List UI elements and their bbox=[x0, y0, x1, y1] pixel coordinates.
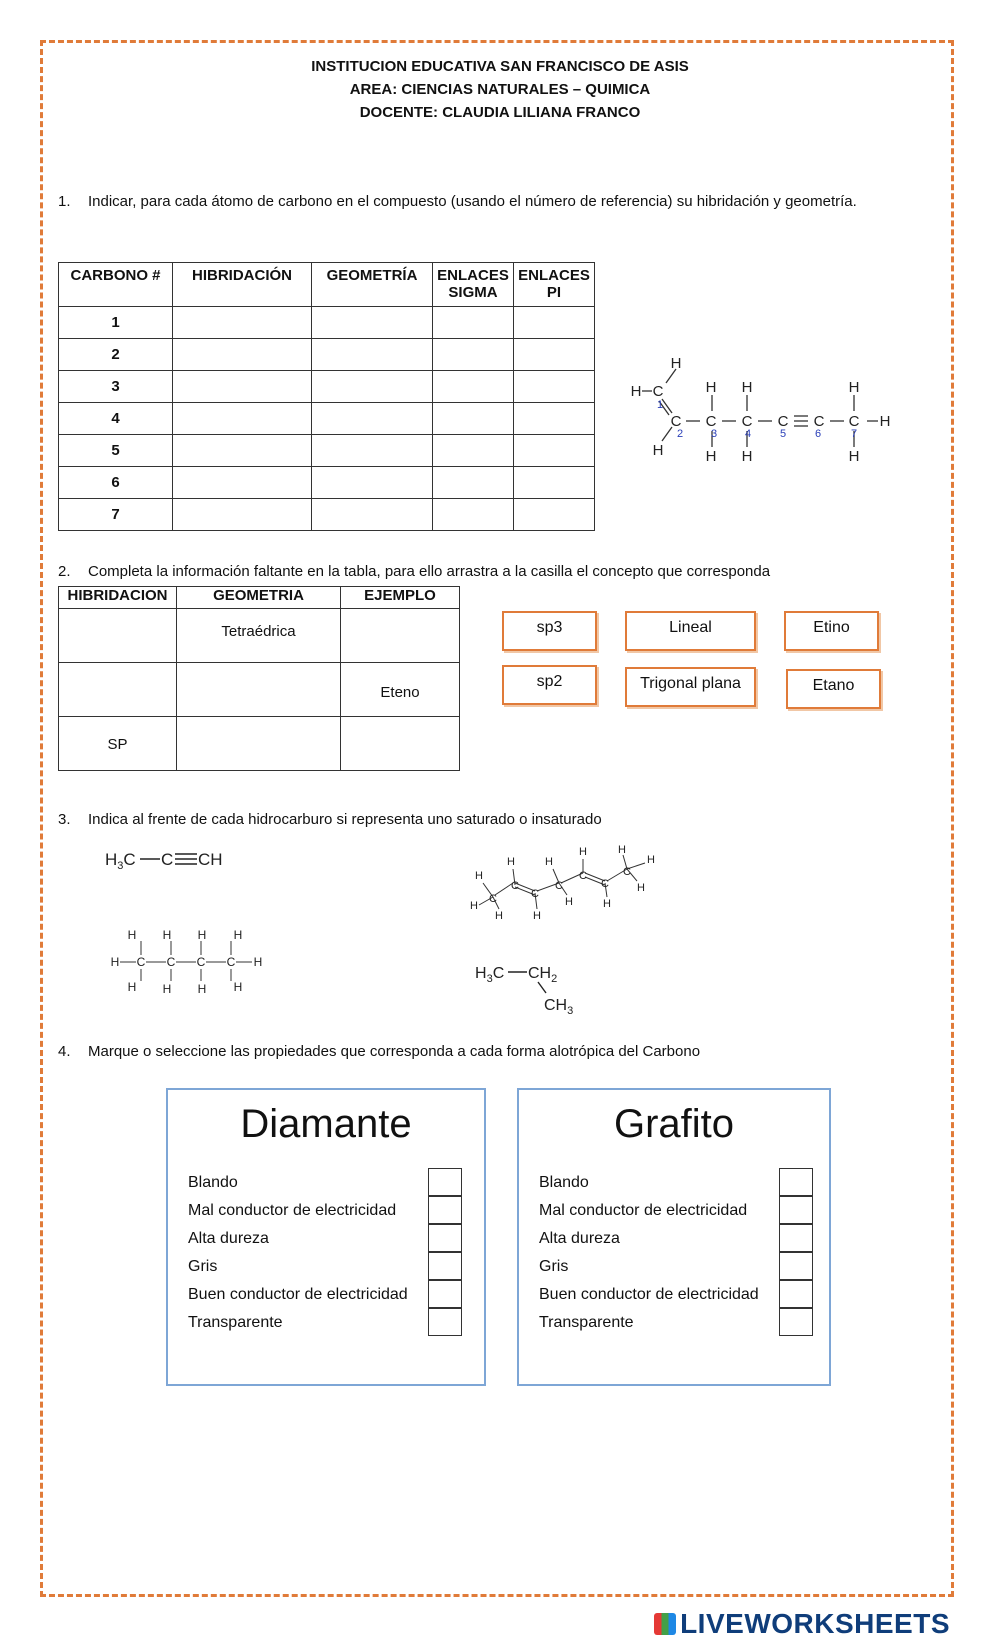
property-checkbox[interactable] bbox=[428, 1168, 462, 1196]
drag-chip-etino[interactable]: Etino bbox=[784, 611, 879, 651]
atom-label: H bbox=[647, 854, 655, 866]
carbon-table-header: GEOMETRÍA bbox=[312, 263, 433, 307]
carbon-number: 7 bbox=[59, 499, 173, 531]
subject-area: AREA: CIENCIAS NATURALES – QUIMICA bbox=[349, 81, 651, 98]
drag-chip-etano[interactable]: Etano bbox=[786, 669, 881, 709]
property-checkbox[interactable] bbox=[428, 1224, 462, 1252]
answer-cell[interactable] bbox=[173, 307, 312, 339]
drag-chip-sp2[interactable]: sp2 bbox=[502, 665, 597, 705]
atom-label: H bbox=[162, 982, 172, 995]
hexenyne-structure bbox=[630, 355, 920, 475]
atom-label: C bbox=[777, 413, 789, 430]
question-3 bbox=[58, 811, 602, 828]
propane-structure bbox=[472, 960, 612, 1022]
atom-label: C bbox=[579, 870, 587, 882]
atom-label: C bbox=[848, 413, 860, 430]
atom-label: H bbox=[579, 846, 587, 858]
propyne-structure bbox=[100, 845, 240, 875]
atom-label: H bbox=[197, 982, 207, 995]
answer-cell[interactable] bbox=[514, 307, 595, 339]
drop-cell[interactable] bbox=[59, 609, 177, 663]
hybridization-cell: SP bbox=[59, 717, 177, 771]
atom-label: C bbox=[555, 880, 563, 892]
carbon-ref-number: 6 bbox=[814, 428, 822, 440]
carbon-ref-number: 5 bbox=[779, 428, 787, 440]
answer-cell[interactable] bbox=[433, 403, 514, 435]
answer-cell[interactable] bbox=[514, 435, 595, 467]
card-title: Diamante bbox=[240, 1102, 412, 1146]
question-3-text: Indica al frente de cada hidrocarburo si representa uno saturado o insaturado bbox=[88, 811, 602, 828]
property-checkbox[interactable] bbox=[779, 1308, 813, 1336]
atom-label: C bbox=[136, 955, 146, 969]
answer-cell[interactable] bbox=[433, 467, 514, 499]
atom-label: H bbox=[879, 413, 891, 430]
atom-label: H bbox=[233, 980, 243, 994]
atom-label: C bbox=[741, 413, 753, 430]
atom-label: H bbox=[603, 898, 611, 910]
atom-label: H bbox=[110, 955, 120, 969]
carbon-number: 2 bbox=[59, 339, 173, 371]
question-1-number: 1. bbox=[58, 193, 71, 210]
logo-icon bbox=[654, 1613, 676, 1635]
property-checkbox[interactable] bbox=[428, 1196, 462, 1224]
answer-cell[interactable] bbox=[433, 435, 514, 467]
property-label: Blando bbox=[188, 1174, 238, 1191]
carbon-table-header: ENLACES PI bbox=[514, 263, 595, 307]
atom-label: C bbox=[601, 878, 609, 890]
brand-name: LIVEWORKSHEETS bbox=[680, 1608, 950, 1639]
answer-cell[interactable] bbox=[173, 339, 312, 371]
answer-cell[interactable] bbox=[514, 467, 595, 499]
atom-label: C bbox=[652, 383, 664, 400]
atom-label: H bbox=[637, 882, 645, 894]
atom-label: H bbox=[565, 896, 573, 908]
atom-label: H bbox=[652, 442, 664, 459]
answer-cell[interactable] bbox=[312, 467, 433, 499]
answer-cell[interactable] bbox=[433, 339, 514, 371]
answer-cell[interactable] bbox=[312, 499, 433, 531]
atom-label: H bbox=[545, 856, 553, 868]
answer-cell[interactable] bbox=[433, 499, 514, 531]
atom-label: H bbox=[233, 928, 243, 942]
atom-label: H bbox=[127, 980, 137, 994]
hybridization-table-header: GEOMETRIA bbox=[177, 587, 341, 609]
butane-structure bbox=[110, 925, 280, 995]
property-checkbox[interactable] bbox=[779, 1168, 813, 1196]
property-label: Alta dureza bbox=[539, 1230, 620, 1247]
question-2 bbox=[58, 563, 770, 580]
carbon-ref-number: 2 bbox=[676, 428, 684, 440]
atom-label: H bbox=[741, 379, 753, 396]
answer-cell[interactable] bbox=[312, 435, 433, 467]
atom-label: C bbox=[226, 955, 236, 969]
property-checkbox[interactable] bbox=[428, 1252, 462, 1280]
atom-label: H bbox=[848, 379, 860, 396]
atom-label: H bbox=[848, 448, 860, 465]
atom-label: C bbox=[813, 413, 825, 430]
atom-label: C bbox=[161, 850, 174, 869]
carbon-number: 1 bbox=[59, 307, 173, 339]
answer-cell[interactable] bbox=[173, 371, 312, 403]
atom-label: C bbox=[623, 866, 631, 878]
atom-label: H bbox=[630, 383, 642, 400]
drag-chip-trigonal-plana[interactable]: Trigonal plana bbox=[625, 667, 756, 707]
question-1 bbox=[58, 193, 857, 210]
question-4-number: 4. bbox=[58, 1043, 71, 1060]
carbon-ref-number: 1 bbox=[656, 399, 664, 411]
drop-cell[interactable] bbox=[177, 717, 341, 771]
question-3-number: 3. bbox=[58, 811, 71, 828]
answer-cell[interactable] bbox=[173, 403, 312, 435]
geometry-cell: Tetraédrica bbox=[177, 609, 341, 663]
answer-cell[interactable] bbox=[312, 307, 433, 339]
grafito-card bbox=[517, 1088, 831, 1386]
property-label: Transparente bbox=[188, 1314, 283, 1331]
question-1-text: Indicar, para cada átomo de carbono en el compuesto (usando el número de referencia) su hibridación y geometría. bbox=[88, 193, 857, 210]
answer-cell[interactable] bbox=[173, 467, 312, 499]
carbon-table bbox=[58, 262, 595, 531]
school-name: INSTITUCION EDUCATIVA SAN FRANCISCO DE ASIS bbox=[311, 58, 689, 75]
atom-label: $CH_3$ bbox=[544, 997, 574, 1017]
answer-cell[interactable] bbox=[312, 371, 433, 403]
drag-chip-sp3[interactable]: sp3 bbox=[502, 611, 597, 651]
property-label: Alta dureza bbox=[188, 1230, 269, 1247]
drop-cell[interactable] bbox=[59, 663, 177, 717]
atom-label: H bbox=[533, 910, 541, 922]
property-label: Mal conductor de electricidad bbox=[539, 1202, 748, 1219]
atom-label: C bbox=[670, 413, 682, 430]
diamante-card bbox=[166, 1088, 486, 1386]
example-cell: Eteno bbox=[341, 663, 460, 717]
octadiene-structure bbox=[465, 845, 685, 935]
property-checkbox[interactable] bbox=[779, 1224, 813, 1252]
drag-chip-lineal[interactable]: Lineal bbox=[625, 611, 756, 651]
atom-label: C bbox=[166, 955, 176, 969]
question-2-text: Completa la información faltante en la tabla, para ello arrastra a la casilla el concepto que corresponda bbox=[88, 563, 771, 580]
atom-label: H bbox=[253, 955, 263, 969]
property-checkbox[interactable] bbox=[779, 1196, 813, 1224]
atom-label: C bbox=[531, 888, 539, 900]
answer-cell[interactable] bbox=[173, 499, 312, 531]
atom-label: H bbox=[470, 900, 478, 912]
property-checkbox[interactable] bbox=[428, 1308, 462, 1336]
drop-cell[interactable] bbox=[341, 717, 460, 771]
hybridization-table-header: EJEMPLO bbox=[341, 587, 460, 609]
teacher-name: DOCENTE: CLAUDIA LILIANA FRANCO bbox=[359, 104, 641, 121]
atom-label: $CH_2$ bbox=[528, 965, 558, 985]
property-checkbox[interactable] bbox=[779, 1280, 813, 1308]
answer-cell[interactable] bbox=[514, 499, 595, 531]
answer-cell[interactable] bbox=[173, 435, 312, 467]
carbon-ref-number: 4 bbox=[744, 428, 752, 440]
atom-label: H bbox=[197, 928, 207, 942]
drop-cell[interactable] bbox=[177, 663, 341, 717]
answer-cell[interactable] bbox=[433, 307, 514, 339]
property-checkbox[interactable] bbox=[428, 1280, 462, 1308]
question-4 bbox=[58, 1043, 700, 1060]
atom-label: H bbox=[705, 379, 717, 396]
atom-label: C bbox=[196, 955, 206, 969]
property-label: Buen conductor de electricidad bbox=[188, 1286, 408, 1303]
atom-label: H bbox=[495, 910, 503, 922]
liveworksheets-logo bbox=[654, 1608, 950, 1640]
atom-label: H bbox=[705, 448, 717, 465]
carbon-table-header: ENLACES SIGMA bbox=[433, 263, 514, 307]
question-2-number: 2. bbox=[58, 563, 71, 580]
property-label: Blando bbox=[539, 1174, 589, 1191]
question-4-text: Marque o seleccione las propiedades que corresponda a cada forma alotrópica del Carbono bbox=[88, 1043, 701, 1060]
drop-cell[interactable] bbox=[341, 609, 460, 663]
carbon-number: 5 bbox=[59, 435, 173, 467]
property-label: Buen conductor de electricidad bbox=[539, 1286, 759, 1303]
carbon-number: 3 bbox=[59, 371, 173, 403]
carbon-number: 6 bbox=[59, 467, 173, 499]
carbon-ref-number: 7 bbox=[850, 428, 858, 440]
property-label: Mal conductor de electricidad bbox=[188, 1202, 397, 1219]
hybridization-table-header: HIBRIDACION bbox=[59, 587, 177, 609]
atom-label: H bbox=[618, 845, 626, 856]
atom-label: H bbox=[127, 928, 137, 942]
atom-label: H bbox=[475, 870, 483, 882]
property-label: Gris bbox=[539, 1258, 569, 1275]
atom-label: H bbox=[507, 856, 515, 868]
answer-cell[interactable] bbox=[514, 339, 595, 371]
property-checkbox[interactable] bbox=[779, 1252, 813, 1280]
answer-cell[interactable] bbox=[312, 339, 433, 371]
atom-label: $H_3C$ bbox=[105, 850, 136, 872]
answer-cell[interactable] bbox=[433, 371, 514, 403]
property-label: Gris bbox=[188, 1258, 218, 1275]
carbon-table-header: HIBRIDACIÓN bbox=[173, 263, 312, 307]
carbon-table-header: CARBONO # bbox=[59, 263, 173, 307]
atom-label: $H_3C$ bbox=[475, 965, 505, 985]
atom-label: C bbox=[705, 413, 717, 430]
card-title: Grafito bbox=[613, 1102, 735, 1146]
atom-label: H bbox=[670, 355, 682, 372]
answer-cell[interactable] bbox=[514, 403, 595, 435]
atom-label: C bbox=[489, 893, 497, 905]
answer-cell[interactable] bbox=[514, 371, 595, 403]
answer-cell[interactable] bbox=[312, 403, 433, 435]
atom-label: H bbox=[162, 928, 172, 942]
atom-label: H bbox=[741, 448, 753, 465]
hybridization-table bbox=[58, 586, 460, 771]
carbon-number: 4 bbox=[59, 403, 173, 435]
property-label: Transparente bbox=[539, 1314, 634, 1331]
carbon-ref-number: 3 bbox=[710, 428, 718, 440]
atom-label: C bbox=[511, 880, 519, 892]
atom-label: CH bbox=[198, 850, 223, 869]
